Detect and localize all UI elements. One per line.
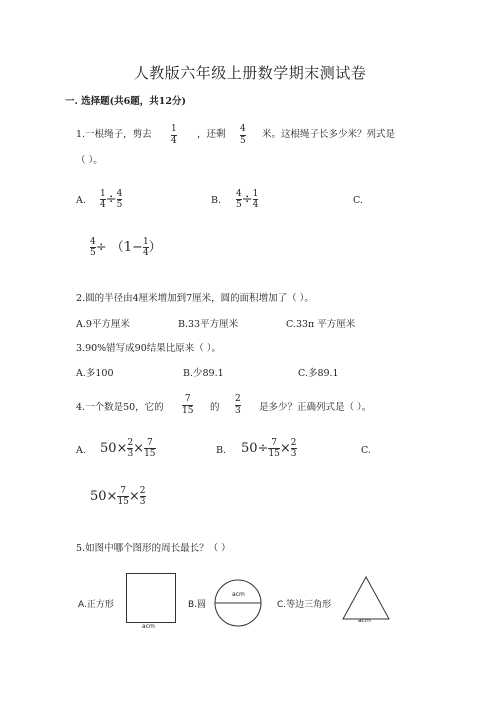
q1-a-f2-num: 4 bbox=[116, 189, 123, 199]
q4-a-op: × bbox=[133, 441, 145, 456]
q4-stem-c: 是多少？正确列式是（ ）。 bbox=[259, 402, 372, 413]
q1-c-f2-den: 4 bbox=[142, 248, 149, 258]
q1-f2-num: 4 bbox=[240, 124, 246, 134]
triangle-dimension: acm bbox=[358, 617, 371, 624]
q1-b-frac1 bbox=[236, 189, 242, 210]
q4-c-f2-den: 3 bbox=[139, 497, 146, 507]
q5-option-a-label: A.正方形 bbox=[78, 600, 114, 610]
q4-c-f2-num: 2 bbox=[139, 486, 146, 496]
q4-f1-num: 7 bbox=[184, 394, 191, 404]
q4-option-c-expr bbox=[90, 486, 146, 507]
q1-b-frac2 bbox=[253, 189, 259, 210]
q4-stem-b: 的 bbox=[210, 402, 220, 413]
q1-c-frac2 bbox=[143, 237, 149, 258]
q1-fraction-1 bbox=[171, 124, 177, 147]
q1-stem-a: 1.一根绳子，剪去 bbox=[76, 129, 152, 140]
q4-c-op: × bbox=[128, 489, 140, 504]
q4-c-frac1 bbox=[117, 486, 128, 507]
q1-c-f1-num: 4 bbox=[90, 237, 96, 247]
q1-c-end: ） bbox=[148, 240, 162, 255]
q4-c-frac2 bbox=[140, 486, 146, 507]
q1-option-c-label: C. bbox=[353, 195, 363, 206]
q4-f1-den: 15 bbox=[182, 406, 194, 416]
q4-a-pre: 50× bbox=[100, 441, 128, 456]
page-title: 人教版六年级上册数学期末测试卷 bbox=[133, 64, 367, 82]
q1-fraction-2 bbox=[240, 124, 246, 147]
q4-b-frac1 bbox=[268, 438, 279, 459]
q1-c-mid: ÷ （1− bbox=[95, 240, 143, 255]
q1-option-a-label: A. bbox=[76, 195, 86, 206]
q4-option-b-label: B. bbox=[216, 445, 227, 456]
q1-stem-d: （ ）。 bbox=[76, 155, 103, 166]
q4-a-f2-den: 15 bbox=[144, 449, 156, 459]
q2-stem: 2.圆的半径由4厘米增加到7厘米，圆的面积增加了（ ）。 bbox=[76, 293, 314, 304]
q1-a-op: ÷ bbox=[105, 192, 117, 207]
q4-option-a-expr bbox=[100, 438, 156, 459]
q4-b-f2-num: 2 bbox=[290, 438, 297, 448]
q1-a-f1-den: 4 bbox=[100, 200, 106, 210]
q1-f1-den: 4 bbox=[171, 136, 177, 146]
q4-b-frac2 bbox=[291, 438, 297, 459]
q4-stem-a: 4.一个数是50，它的 bbox=[76, 402, 164, 413]
q5-option-c-label: C.等边三角形 bbox=[277, 600, 332, 610]
q1-stem-b: ，还剩 bbox=[197, 129, 226, 140]
q1-b-f1-num: 4 bbox=[236, 189, 242, 199]
square-dimension: acm bbox=[142, 623, 155, 630]
q4-f2-den: 3 bbox=[235, 406, 241, 416]
q1-b-f1-den: 5 bbox=[236, 200, 242, 210]
circle-dimension: acm bbox=[232, 591, 245, 598]
q4-b-op: × bbox=[279, 441, 291, 456]
q3-stem: 3.90%错写成90结果比原来（ ）。 bbox=[76, 343, 222, 354]
q4-b-pre: 50÷ bbox=[241, 441, 269, 456]
q1-b-f2-den: 4 bbox=[252, 200, 259, 210]
q1-a-f1-num: 1 bbox=[100, 189, 106, 199]
q4-a-frac2 bbox=[144, 438, 155, 459]
q4-a-f2-num: 7 bbox=[146, 438, 153, 448]
circle-figure bbox=[213, 578, 263, 628]
q1-f2-den: 5 bbox=[240, 136, 246, 146]
q1-b-op: ÷ bbox=[241, 192, 253, 207]
q1-b-f2-num: 1 bbox=[252, 189, 259, 199]
q4-b-f1-den: 15 bbox=[268, 449, 280, 459]
q1-c-f1-den: 5 bbox=[90, 248, 96, 258]
q1-a-frac2 bbox=[117, 189, 123, 210]
q4-option-b-expr bbox=[241, 438, 297, 459]
section-heading: 一. 选择题(共6题，共12分) bbox=[65, 96, 186, 107]
q1-f1-num: 1 bbox=[171, 124, 177, 134]
q1-c-f2-num: 1 bbox=[142, 237, 149, 247]
q1-option-b-label: B. bbox=[211, 195, 222, 206]
q5-stem: 5.如图中哪个图形的周长最长？（ ） bbox=[76, 543, 231, 554]
q1-stem-c: 米。这根绳子长多少米？列式是 bbox=[262, 129, 396, 140]
q1-a-f2-den: 5 bbox=[116, 200, 123, 210]
q1-c-frac1 bbox=[90, 237, 96, 258]
q4-f2-num: 2 bbox=[235, 394, 241, 404]
q4-c-f1-den: 15 bbox=[117, 497, 129, 507]
q2-option-b: B.33平方厘米 bbox=[178, 319, 239, 330]
q4-b-f2-den: 3 bbox=[290, 449, 297, 459]
q3-option-c: C.多89.1 bbox=[298, 368, 339, 379]
q2-option-c: C.33π 平方厘米 bbox=[286, 319, 356, 330]
q2-option-a: A.9平方厘米 bbox=[76, 319, 130, 330]
q4-option-a-label: A. bbox=[76, 445, 86, 456]
q4-option-c-label: C. bbox=[361, 445, 371, 456]
q4-c-f1-num: 7 bbox=[120, 486, 127, 496]
q4-fraction-2 bbox=[235, 394, 241, 417]
square-figure bbox=[126, 573, 176, 623]
q3-option-a: A.多100 bbox=[76, 368, 114, 379]
q3-option-b: B.少89.1 bbox=[183, 368, 224, 379]
q1-option-b-expr bbox=[236, 189, 258, 210]
q1-a-frac1 bbox=[100, 189, 106, 210]
triangle-figure bbox=[341, 575, 391, 621]
q4-a-f1-den: 3 bbox=[127, 449, 134, 459]
q1-option-a-expr bbox=[100, 189, 122, 210]
q5-option-b-label: B.圆 bbox=[188, 600, 207, 610]
q4-b-f1-num: 7 bbox=[271, 438, 278, 448]
q4-c-pre: 50× bbox=[90, 489, 118, 504]
q4-a-f1-num: 2 bbox=[127, 438, 134, 448]
q1-option-c-expr bbox=[90, 236, 162, 258]
q4-fraction-1 bbox=[182, 394, 193, 417]
q4-a-frac1 bbox=[127, 438, 133, 459]
